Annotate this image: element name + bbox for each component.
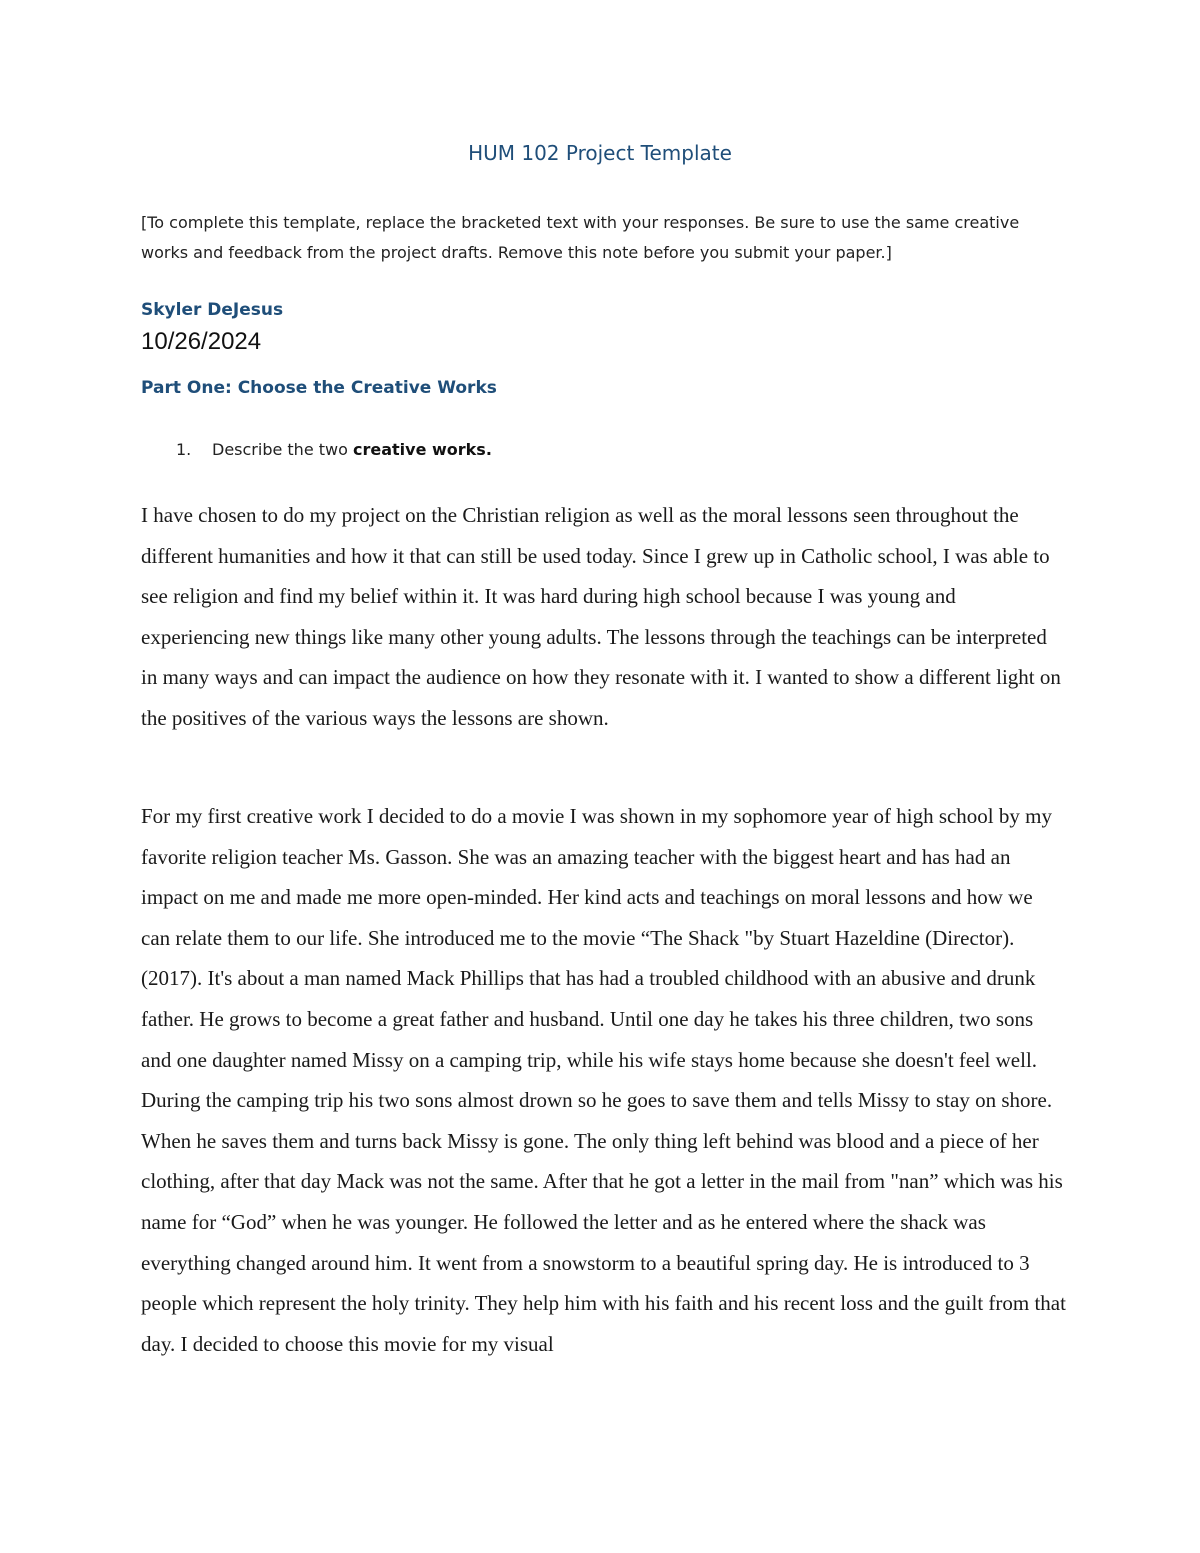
part-one-heading: Part One: Choose the Creative Works [141, 378, 497, 398]
document-title: HUM 102 Project Template [468, 141, 732, 165]
template-note: [To complete this template, replace the bracketed text with your responses. Be sure to use the same creative works and feedback from the project drafts. Remove this note before you submit your paper.] [141, 213, 1020, 262]
body-paragraph-1: I have chosen to do my project on the Christian religion as well as the moral lessons seen throughout the different humanities and how it that can still be used today. Since I grew up in Catholic school, I was able to see religion and find my belief within it. It was hard during high school because I was young and experiencing new things like many other young adults. The lessons through the teachings can be interpreted in many ways and can impact the audience on how they resonate with it. I wanted to show a different light on the positives of the various ways the lessons are shown. [141, 503, 1061, 730]
document-date: 10/26/2024 [141, 328, 262, 355]
question-text: Describe the two [212, 440, 353, 459]
question-1 [176, 440, 492, 459]
question-bold-text: creative works. [352, 440, 492, 459]
body-paragraph-2: For my first creative work I decided to do a movie I was shown in my sophomore year of high school by my favorite religion teacher Ms. Gasson. She was an amazing teacher with the biggest heart and has had an impact on me and made me more open-minded. Her kind acts and teachings on moral lessons and how we can relate them to our life. She introduced me to the movie “The Shack "by Stuart Hazeldine (Director). (2017). It's about a man named Mack Phillips that has had a troubled childhood with an abusive and drunk father. He grows to become a great father and husband. Until one day he takes his three children, two sons and one daughter named Missy on a camping trip, while his wife stays home because she doesn't feel well. During the camping trip his two sons almost drown so he goes to save them and tells Missy to stay on shore. When he saves them and turns back Missy is gone. The only thing left behind was blood and a piece of her clothing, after that day Mack was not the same. After that he got a letter in the mail from "nan” which was his name for “God” when he was younger. He followed the letter and as he entered where the shack was everything changed around him. It went from a snowstorm to a beautiful spring day. He is introduced to 3 people which represent the holy trinity. They help him with his faith and his recent loss and the guilt from that day. I decided to choose this movie for my visual [141, 804, 1066, 1356]
author-name: Skyler DeJesus [141, 300, 284, 320]
question-number: 1. [176, 440, 192, 459]
